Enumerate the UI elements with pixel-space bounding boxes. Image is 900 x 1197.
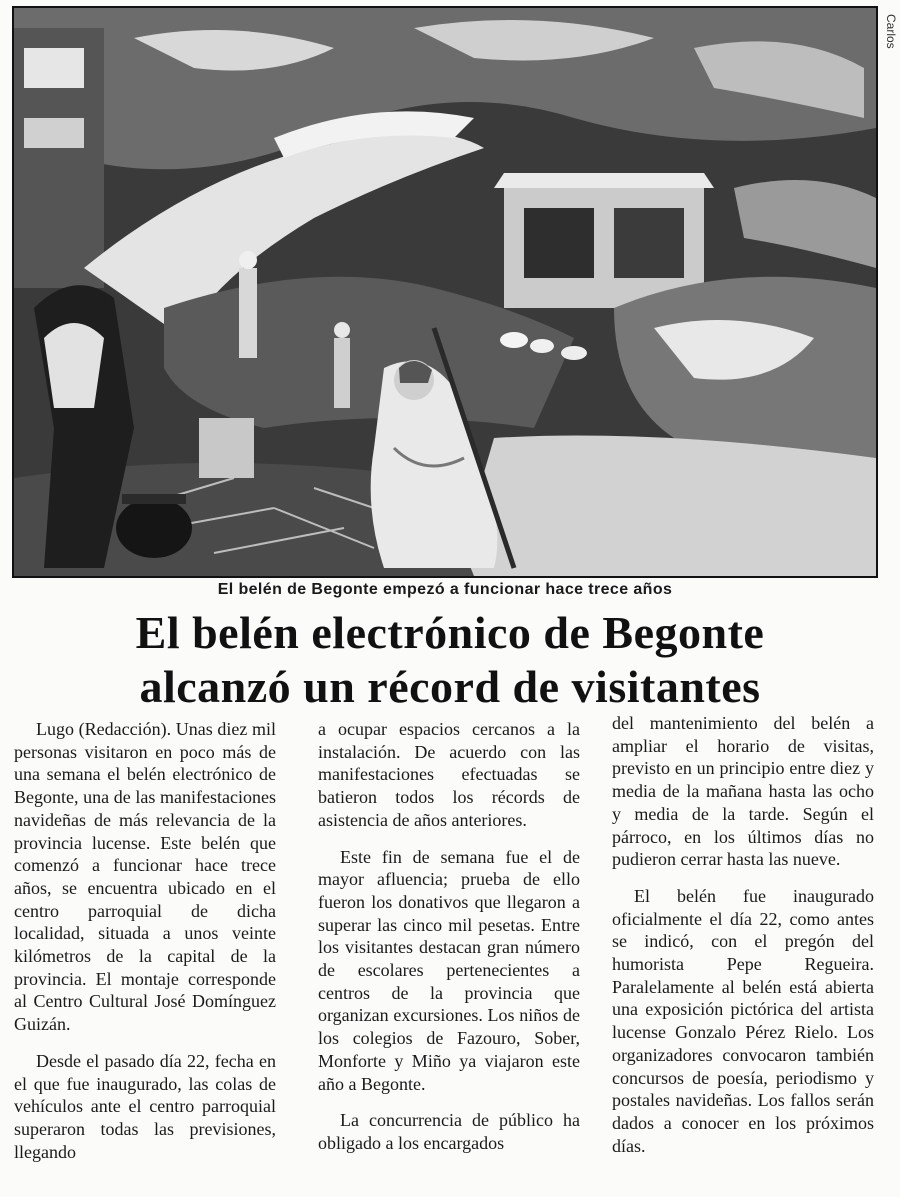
photo-caption: El belén de Begonte empezó a funcionar hace trece años	[217, 581, 673, 598]
headline-line-2: alcanzó un récord de visitantes	[139, 661, 761, 712]
paragraph: a ocupar espacios cercanos a la instalación. De acuerdo con las manifestaciones efectuadas se batieron todos los récords de asistencia de años anteriores.	[318, 719, 580, 830]
paragraph: El belén fue inaugurado oficialmente el día 22, como antes se indicó, con el pregón del humorista Pepe Regueira. Paralelamente al belén está abierta una exposición pictórica del artista lucense Gonzalo Pérez Rielo. Los organizadores convocaron también concursos de poesía, periodismo y postales navideñas. Los fallos serán dados a conocer en los próximos días.	[612, 885, 874, 1156]
nativity-photo	[12, 6, 878, 578]
nativity-scene-image	[14, 8, 876, 576]
article-column-2	[318, 718, 580, 1194]
paragraph: La concurrencia de público ha obligado a los encargados	[318, 1110, 580, 1153]
paragraph: Desde el pasado día 22, fecha en el que fue inaugurado, las colas de vehículos ante el centro parroquial superaron todas las previsiones, llegando	[14, 1050, 276, 1162]
photo-credit: Carlos	[884, 14, 898, 49]
paragraph: del mantenimiento del belén a ampliar el horario de visitas, previsto en un principio entre diez y media de la mañana hasta las ocho y media de la tarde. Según el párroco, en los últimos días no pudieron cerrar hasta las nueve.	[612, 713, 874, 870]
article-column-1	[14, 718, 276, 1194]
paragraph: Este fin de semana fue el de mayor afluencia; prueba de ello fueron los donativos que llegaron a superar las cinco mil pesetas. Entre los visitantes destacan gran número de escolares pertenecientes a centros de la provincia que organizan excursiones. Los niños de los colegios de Fazouro, Sober, Monforte y Miño ya viajaron este año a Begonte.	[318, 846, 580, 1094]
headline-line-1: El belén electrónico de Begonte	[135, 607, 765, 658]
paragraph: Lugo (Redacción). Unas diez mil personas visitaron en poco más de una semana el belén electrónico de Begonte, una de las manifestaciones navideñas de más relevancia de la provincia lucense. Este belén que comenzó a funcionar hace trece años, se encuentra ubicado en el centro parroquial de dicha localidad, situada a unos veinte kilómetros de la capital de la provincia. El montaje corresponde al Centro Cultural José Domínguez Guizán.	[14, 719, 276, 1035]
article-column-3	[612, 712, 874, 1188]
article-headline	[0, 606, 900, 714]
